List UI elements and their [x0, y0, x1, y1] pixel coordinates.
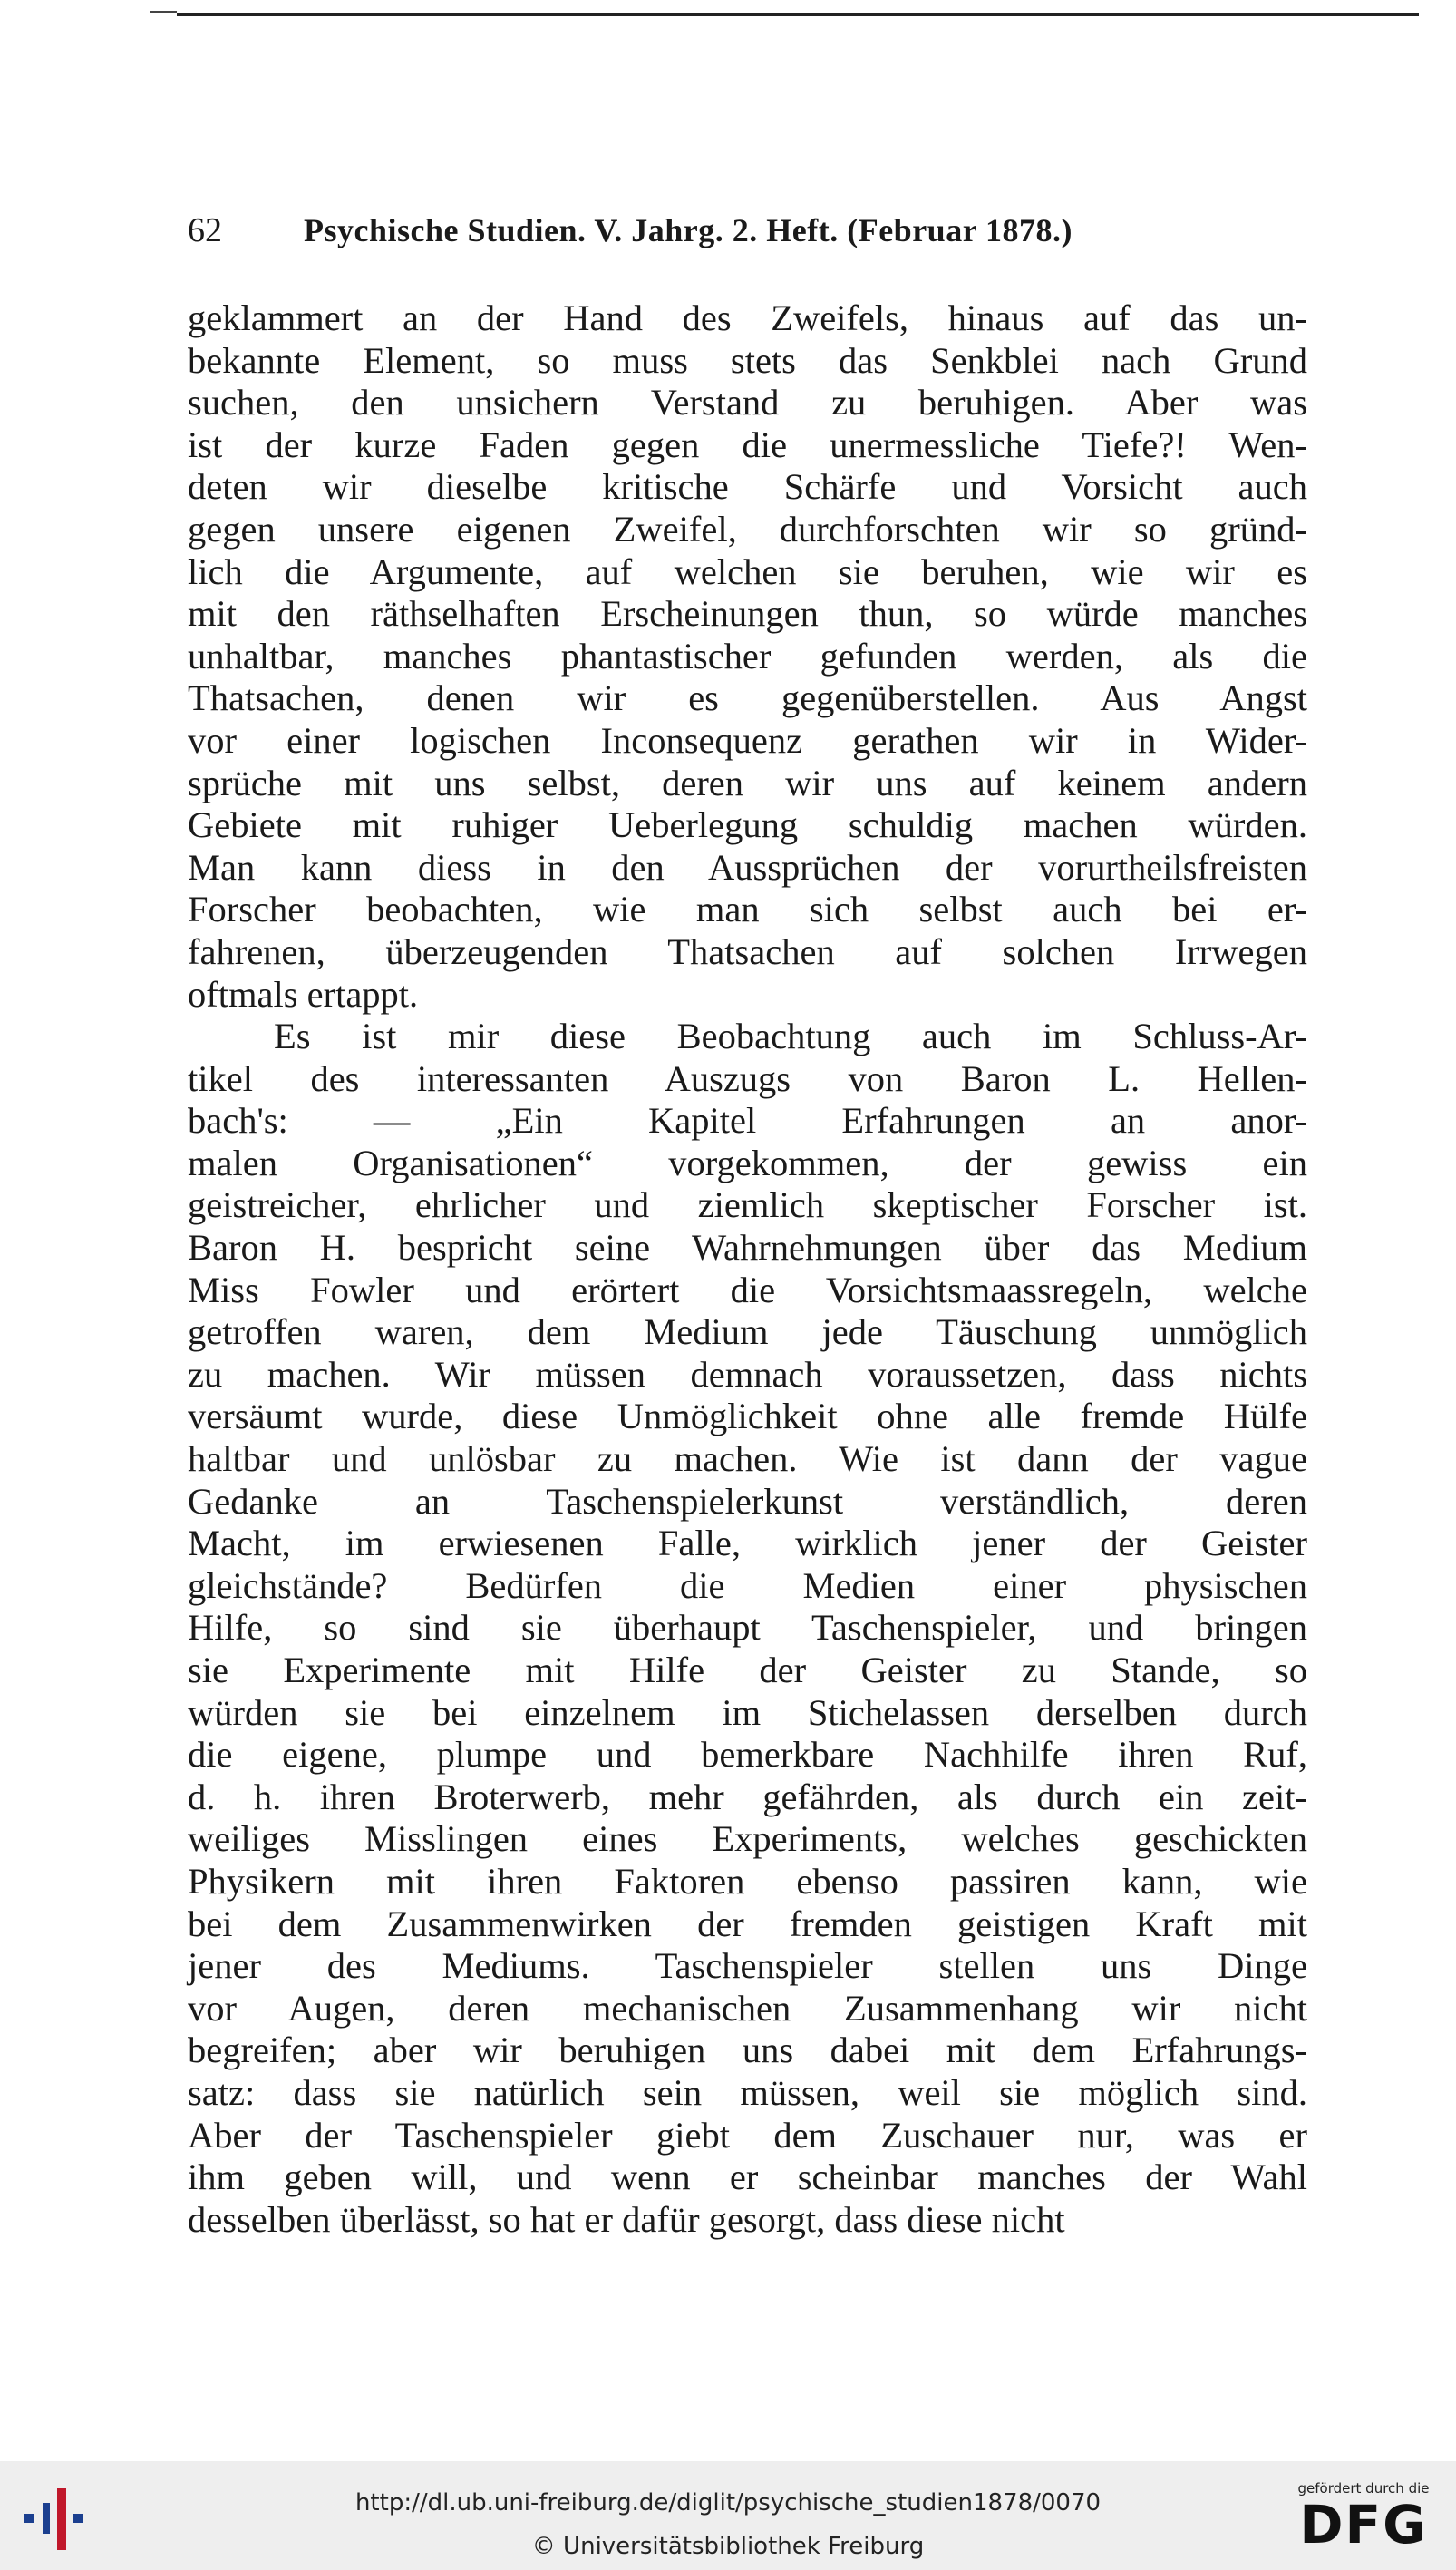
text-line: tikel des interessanten Auszugs von Baron L. Hellen-	[188, 1057, 1307, 1099]
text-line: begreifen; aber wir beruhigen uns dabei mit dem Erfahrungs-	[188, 2030, 1307, 2071]
text-line: die eigene, plumpe und bemerkbare Nachhilfe ihren Ruf,	[188, 1734, 1307, 1776]
text-line: malen Organisationen“ vorgekommen, der gewiss ein	[188, 1142, 1307, 1183]
text-line: getroffen waren, dem Medium jede Täuschung unmöglich	[188, 1311, 1307, 1353]
text-line: deten wir dieselbe kritische Schärfe und Vorsicht auch	[188, 466, 1307, 508]
text-line: Man kann diess in den Aussprüchen der vorurtheilsfreisten	[188, 846, 1307, 888]
text-line: geistreicher, ehrlicher und ziemlich skeptischer Forscher ist.	[188, 1184, 1307, 1226]
footer-url[interactable]: http://dl.ub.uni-freiburg.de/diglit/psychische_studien1878/0070	[354, 2489, 1102, 2516]
text-line: satz: dass sie natürlich sein müssen, weil sie möglich sind.	[188, 2071, 1307, 2113]
text-line: bekannte Element, so muss stets das Senkblei nach Grund	[188, 339, 1307, 381]
footer-copyright: © Universitätsbibliothek Freiburg	[531, 2533, 925, 2560]
text-line: mit den räthselhaften Erscheinungen thun, so würde manches	[188, 593, 1307, 635]
text-line: Macht, im erwiesenen Falle, wirklich jener der Geister	[188, 1523, 1307, 1564]
text-line: ist der kurze Faden gegen die unermessliche Tiefe?! Wen-	[188, 423, 1307, 465]
page-number: 62	[188, 211, 222, 249]
text-line: Baron H. bespricht seine Wahrnehmungen über das Medium	[188, 1227, 1307, 1269]
text-line: vor einer logischen Inconsequenz gerathen wir in Wider-	[188, 719, 1307, 761]
text-line: Es ist mir diese Beobachtung auch im Schluss-Ar-	[274, 1016, 1307, 1057]
text-line: jener des Mediums. Taschenspieler stellen uns Dinge	[188, 1945, 1307, 1987]
body-text	[188, 297, 1307, 2241]
text-line: weiliges Misslingen eines Experiments, welches geschickten	[188, 1818, 1307, 1860]
text-line: d. h. ihren Broterwerb, mehr gefährden, als durch ein zeit-	[188, 1776, 1307, 1817]
text-line: Forscher beobachten, wie man sich selbst auch bei er-	[188, 889, 1307, 930]
text-line: oftmals ertappt.	[188, 973, 419, 1015]
text-line: haltbar und unlösbar zu machen. Wie ist dann der vague	[188, 1438, 1307, 1480]
text-line: sie Experimente mit Hilfe der Geister zu Stande, so	[188, 1650, 1307, 1690]
text-line: gleichstände? Bedürfen die Medien einer physischen	[188, 1564, 1307, 1606]
text-line: würden sie bei einzelnem im Stichelassen derselben durch	[188, 1691, 1307, 1733]
text-line: bei dem Zusammenwirken der fremden geistigen Kraft mit	[188, 1903, 1307, 1944]
text-line: bach's: — „Ein Kapitel Erfahrungen an anor-	[188, 1100, 1307, 1142]
dfg-wordmark: DFG	[1299, 2494, 1428, 2555]
text-line: fahrenen, überzeugenden Thatsachen auf solchen Irrwegen	[188, 930, 1307, 972]
text-line: ihm geben will, und wenn er scheinbar manches der Wahl	[188, 2156, 1307, 2198]
text-line: desselben überlässt, so hat er dafür gesorgt, dass diese nicht	[188, 2198, 1065, 2240]
text-line: Gedanke an Taschenspielerkunst verständlich, deren	[188, 1480, 1307, 1522]
text-line: Thatsachen, denen wir es gegenüberstellen. Aus Angst	[188, 677, 1307, 719]
text-line: geklammert an der Hand des Zweifels, hinaus auf das un-	[188, 297, 1307, 338]
text-line: lich die Argumente, auf welchen sie beruhen, wie wir es	[188, 550, 1307, 592]
top-rule-thin	[150, 11, 177, 13]
dfg-logo-icon	[1286, 2480, 1441, 2562]
top-rule	[177, 13, 1419, 16]
running-title: Psychische Studien. V. Jahrg. 2. Heft. (Februar 1878.)	[304, 212, 1073, 248]
text-line: suchen, den unsichern Verstand zu beruhigen. Aber was	[188, 382, 1307, 423]
text-line: vor Augen, deren mechanischen Zusammenhang wir nicht	[188, 1987, 1307, 2029]
text-line: Aber der Taschenspieler giebt dem Zuschauer nur, was er	[188, 2114, 1307, 2156]
text-line: Miss Fowler und erörtert die Vorsichtsmaassregeln, welche	[188, 1269, 1307, 1310]
dfg-caption: gefördert durch die	[1297, 2480, 1430, 2497]
page-header	[188, 210, 1312, 250]
text-line: Physikern mit ihren Faktoren ebenso passiren kann, wie	[188, 1860, 1307, 1902]
text-line: sprüche mit uns selbst, deren wir uns auf keinem andern	[188, 762, 1307, 803]
text-line: Gebiete mit ruhiger Ueberlegung schuldig machen würden.	[188, 804, 1307, 846]
text-line: versäumt wurde, diese Unmöglichkeit ohne alle fremde Hülfe	[188, 1396, 1307, 1437]
text-line: Hilfe, so sind sie überhaupt Taschenspieler, und bringen	[188, 1607, 1307, 1649]
text-line: gegen unsere eigenen Zweifel, durchforschten wir so gründ-	[188, 508, 1307, 550]
text-line: unhaltbar, manches phantastischer gefunden werden, als die	[188, 635, 1307, 677]
text-line: zu machen. Wir müssen demnach voraussetzen, dass nichts	[188, 1353, 1307, 1395]
